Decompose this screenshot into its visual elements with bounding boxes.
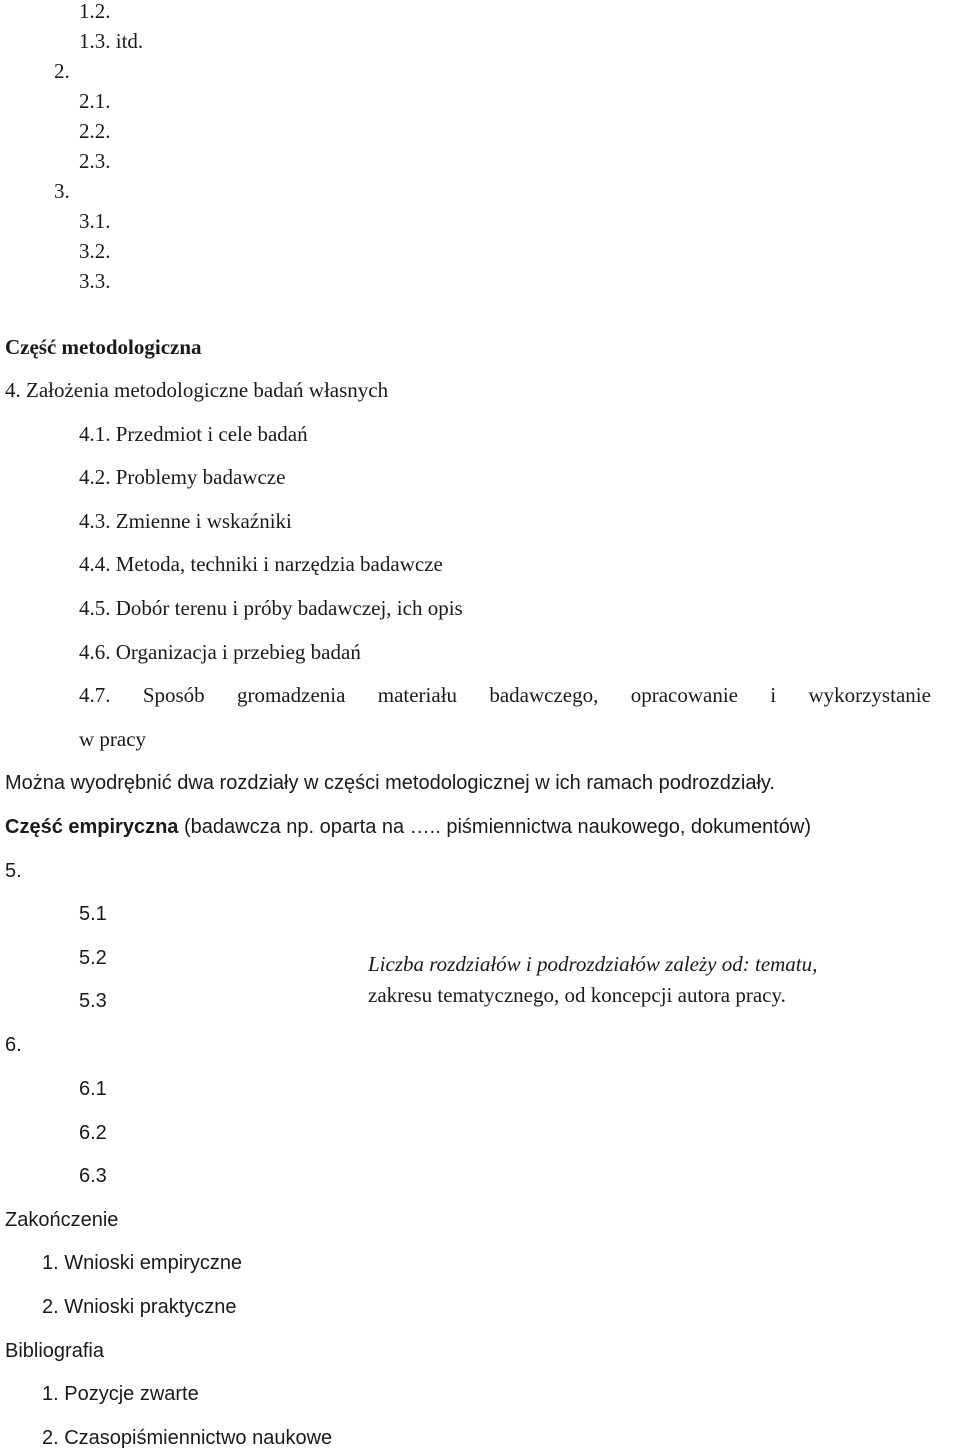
toc-item: 1.2. [79, 0, 111, 23]
empirical-heading-rest: (badawcza np. oparta na ….. piśmiennictwa naukowego, dokumentów) [178, 816, 811, 838]
subsection-4-4: 4.4. Metoda, techniki i narzędzia badawcze [79, 552, 443, 576]
subsection-4-1: 4.1. Przedmiot i cele badań [79, 422, 308, 446]
subsection-4-6: 4.6. Organizacja i przebieg badań [79, 640, 361, 664]
word: opracowanie [630, 683, 738, 707]
section-heading-bibliography: Bibliografia [5, 1340, 104, 1362]
methodology-note: Można wyodrębnić dwa rozdziały w części metodologicznej w ich ramach podrozdziały. [5, 772, 775, 794]
subsection-6-2: 6.2 [79, 1122, 107, 1144]
toc-item: 2.2. [79, 119, 111, 143]
toc-chapter: 2. [54, 59, 70, 83]
bibliography-item: 1. Pozycje zwarte [42, 1383, 199, 1405]
subsection-5-2: 5.2 [79, 947, 107, 969]
word: materiału [377, 683, 458, 707]
subsection-6-3: 6.3 [79, 1165, 107, 1187]
word: 4.7. [79, 683, 111, 707]
toc-item: 3.1. [79, 209, 111, 233]
conclusion-item: 1. Wnioski empiryczne [42, 1252, 243, 1274]
toc-item: 3.3. [79, 269, 111, 293]
subsection-4-5: 4.5. Dobór terenu i próby badawczej, ich opis [79, 596, 463, 620]
section-heading-methodology: Część metodologiczna [5, 335, 202, 359]
chapter-6: 6. [5, 1034, 22, 1056]
toc-chapter: 3. [54, 179, 70, 203]
toc-item: 1.3. itd. [79, 29, 144, 53]
word: badawczego, [489, 683, 599, 707]
section-heading-empirical [5, 814, 811, 840]
side-note-line-2: zakresu tematycznego, od koncepcji autora pracy. [368, 983, 786, 1007]
subsection-4-2: 4.2. Problemy badawcze [79, 465, 286, 489]
word: Sposób [142, 683, 205, 707]
bibliography-item: 2. Czasopiśmiennictwo naukowe [42, 1427, 333, 1449]
word: i [770, 683, 777, 707]
empirical-heading-bold: Część empiryczna [5, 816, 179, 838]
subsection-5-3: 5.3 [79, 990, 107, 1012]
subsection-6-1: 6.1 [79, 1078, 107, 1100]
subsection-4-7 [79, 682, 931, 708]
toc-item: 2.1. [79, 89, 111, 113]
section-heading-conclusion: Zakończenie [5, 1209, 119, 1231]
subsection-4-7-continuation: w pracy [79, 727, 147, 751]
toc-item: 3.2. [79, 239, 111, 263]
chapter-5: 5. [5, 860, 22, 882]
word: wykorzystanie [808, 683, 931, 707]
side-note-line-1: Liczba rozdziałów i podrozdziałów zależy od: tematu, [368, 952, 818, 976]
chapter-4-title: 4. Założenia metodologiczne badań własnych [5, 378, 389, 402]
subsection-4-3: 4.3. Zmienne i wskaźniki [79, 509, 292, 533]
conclusion-item: 2. Wnioski praktyczne [42, 1296, 237, 1318]
subsection-5-1: 5.1 [79, 903, 107, 925]
word: gromadzenia [236, 683, 346, 707]
toc-item: 2.3. [79, 149, 111, 173]
